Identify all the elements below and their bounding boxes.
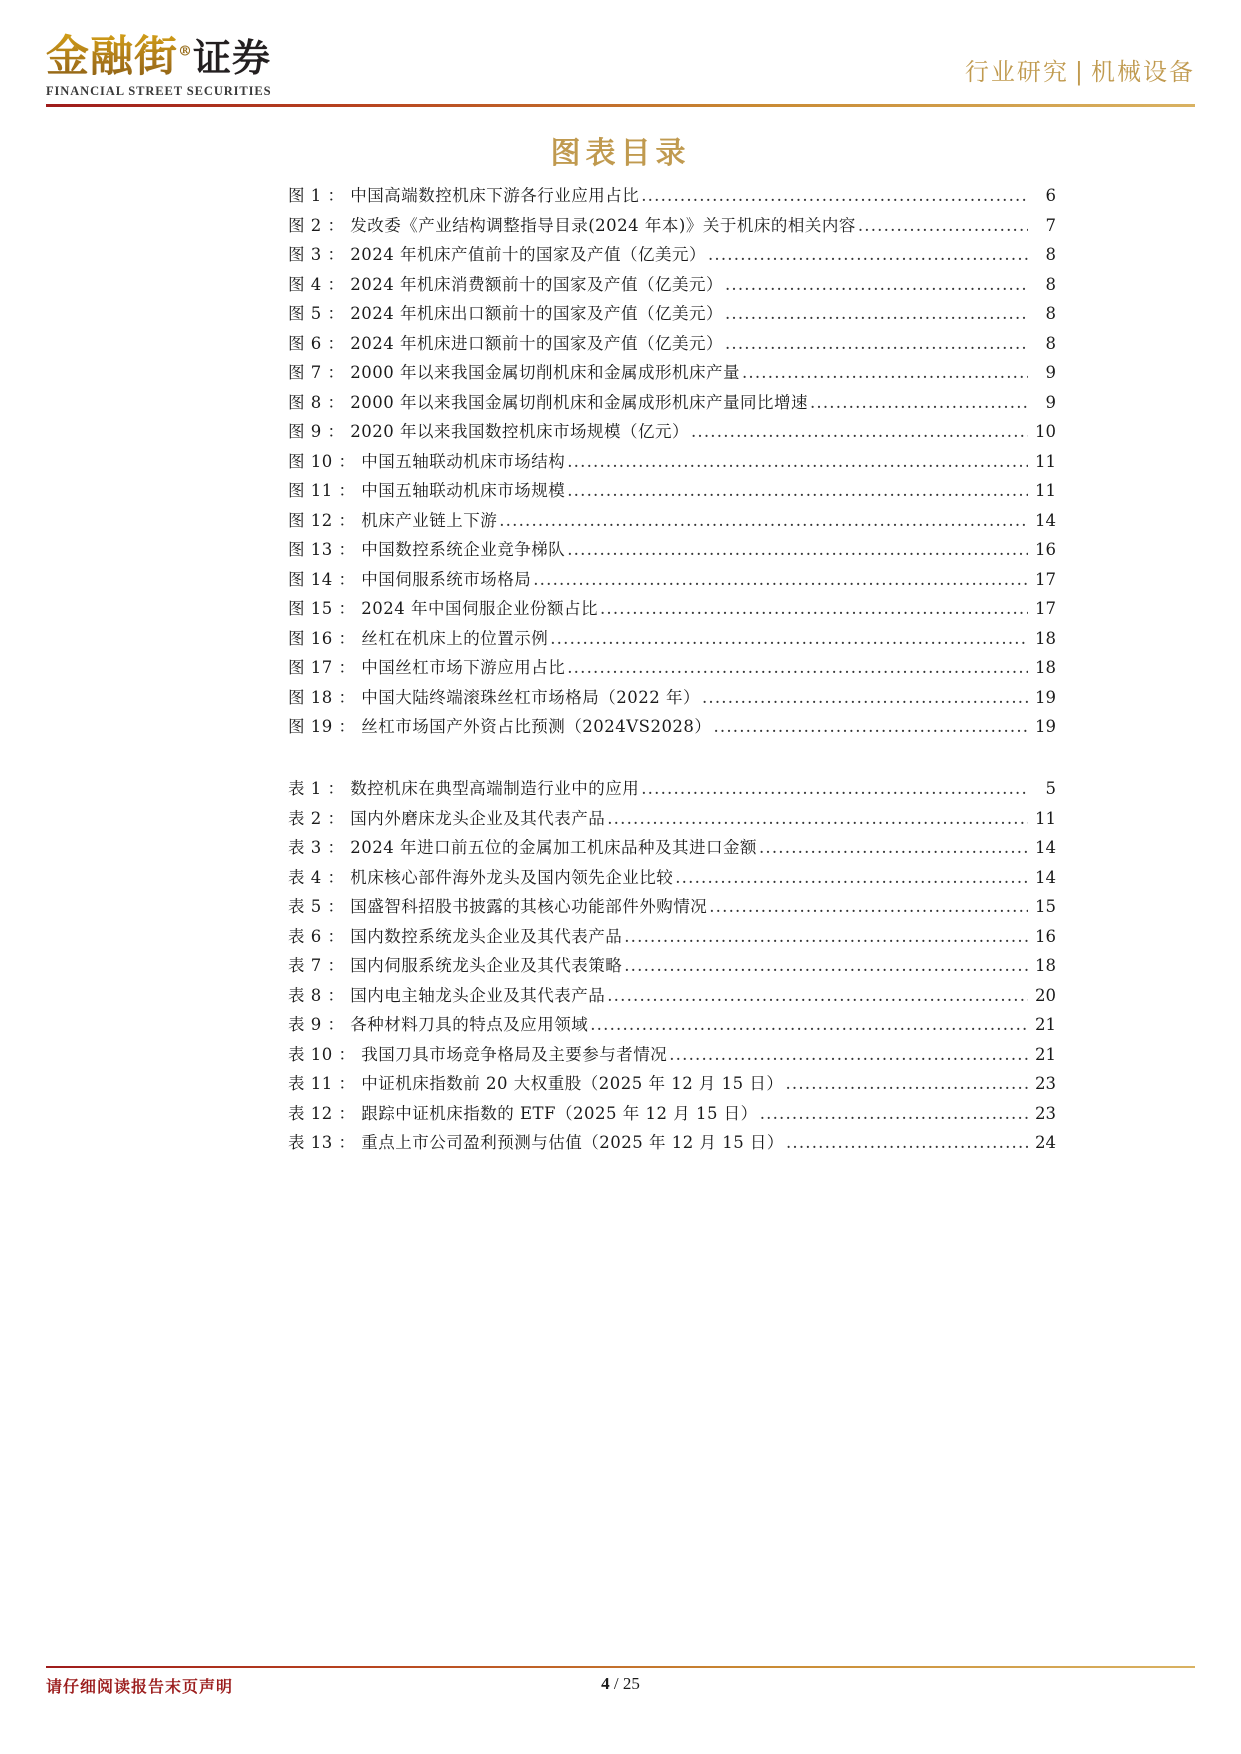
logo-brand-dark: 证券 <box>193 35 272 80</box>
table-entry-page-number: 15 <box>1035 897 1056 916</box>
figure-entry-page-number: 17 <box>1035 569 1056 589</box>
toc-leader-dots <box>785 1074 1028 1091</box>
figure-entry[interactable] <box>288 271 1056 301</box>
footer-disclaimer: 请仔细阅读报告末页声明 <box>46 1677 234 1696</box>
page-header <box>0 0 1241 112</box>
figure-entry[interactable] <box>288 625 1056 655</box>
toc-leader-dots <box>641 186 1028 203</box>
toc-leader-dots <box>567 658 1028 675</box>
toc-leader-dots <box>600 599 1028 616</box>
figure-entry-page-number: 11 <box>1035 451 1056 471</box>
breadcrumb-separator: | <box>1074 58 1085 86</box>
table-entry-label: 表 10 ： 我国刀具市场竞争格局及主要参与者情况 <box>288 1044 668 1064</box>
table-entry[interactable] <box>288 982 1056 1012</box>
figure-entry-label: 图 4 ： 2024 年机床消费额前十的国家及产值（亿美元） <box>288 274 723 294</box>
figure-entry-label: 图 11 ： 中国五轴联动机床市场规模 <box>288 481 566 500</box>
figure-entry-page-number: 16 <box>1035 540 1056 559</box>
table-entry[interactable] <box>288 1129 1056 1159</box>
table-entry[interactable] <box>288 1011 1056 1041</box>
figure-entry-page-number: 8 <box>1045 333 1056 353</box>
figure-entry-label: 图 18 ： 中国大陆终端滚珠丝杠市场格局（2022 年） <box>288 687 700 707</box>
figure-entry-page-number: 18 <box>1035 658 1056 677</box>
toc-leader-dots <box>499 511 1028 528</box>
toc-leader-dots <box>607 986 1028 1003</box>
figure-entry-page-number: 14 <box>1035 510 1056 530</box>
table-entry-page-number: 11 <box>1035 808 1056 828</box>
table-entry[interactable] <box>288 864 1056 894</box>
figure-entry-label: 图 8 ： 2000 年以来我国金属切削机床和金属成形机床产量同比增速 <box>288 392 808 412</box>
figure-entry-page-number: 11 <box>1035 481 1056 500</box>
table-entry-label: 表 8 ： 国内电主轴龙头企业及其代表产品 <box>288 985 606 1005</box>
figure-entry-label: 图 7 ： 2000 年以来我国金属切削机床和金属成形机床产量 <box>288 363 740 382</box>
registered-trademark-icon: ® <box>178 43 193 60</box>
toc-leader-dots <box>810 393 1028 410</box>
logo-english-text: FINANCIAL STREET SECURITIES <box>46 84 272 98</box>
table-entry-label: 表 11 ： 中证机床指数前 20 大权重股（2025 年 12 月 15 日） <box>288 1074 784 1093</box>
figure-entry[interactable] <box>288 595 1056 625</box>
table-entry[interactable] <box>288 805 1056 835</box>
table-entry[interactable] <box>288 834 1056 864</box>
table-entry-label: 表 4 ： 机床核心部件海外龙头及国内领先企业比较 <box>288 867 674 887</box>
table-entry-page-number: 23 <box>1035 1103 1056 1123</box>
table-entry-label: 表 6 ： 国内数控系统龙头企业及其代表产品 <box>288 926 623 946</box>
table-entry[interactable] <box>288 1100 1056 1130</box>
figure-entry[interactable] <box>288 713 1056 743</box>
toc-leader-dots <box>691 422 1028 439</box>
toc-leader-dots <box>760 1104 1028 1121</box>
toc-leader-dots <box>567 540 1028 557</box>
figure-entry-label: 图 16 ： 丝杠在机床上的位置示例 <box>288 628 549 648</box>
figure-entry[interactable] <box>288 300 1056 330</box>
page-number <box>46 1674 1195 1694</box>
toc-leader-dots <box>709 897 1028 914</box>
toc-leader-dots <box>702 688 1028 705</box>
page-footer <box>46 1674 1195 1704</box>
table-entry-label: 表 12 ： 跟踪中证机床指数的 ETF（2025 年 12 月 15 日） <box>288 1103 758 1123</box>
logo-chinese-text <box>46 32 346 82</box>
toc-leader-dots <box>590 1015 1028 1032</box>
table-entry-page-number: 20 <box>1035 985 1056 1005</box>
table-entry[interactable] <box>288 1070 1056 1100</box>
table-entry-page-number: 14 <box>1035 838 1056 857</box>
figure-entry[interactable] <box>288 684 1056 714</box>
table-entry[interactable] <box>288 893 1056 923</box>
figure-entry-page-number: 19 <box>1035 687 1056 707</box>
figure-entry[interactable] <box>288 448 1056 478</box>
table-entry[interactable] <box>288 923 1056 953</box>
page-number-total: 25 <box>622 1674 640 1693</box>
figure-entry-page-number: 17 <box>1035 599 1056 618</box>
figure-entry-label: 图 9 ： 2020 年以来我国数控机床市场规模（亿元） <box>288 422 689 441</box>
breadcrumb-category: 行业研究 <box>964 58 1069 86</box>
company-logo <box>46 32 346 99</box>
figure-entry-page-number: 8 <box>1045 245 1056 264</box>
toc-leader-dots <box>607 809 1028 826</box>
figure-entry-label: 图 6 ： 2024 年机床进口额前十的国家及产值（亿美元） <box>288 333 723 353</box>
table-entry-page-number: 23 <box>1035 1074 1056 1093</box>
page-number-current: 4 <box>601 1674 610 1693</box>
table-entry-label: 表 7 ： 国内伺服系统龙头企业及其代表策略 <box>288 956 623 975</box>
header-breadcrumb <box>965 52 1195 87</box>
table-entry-page-number: 21 <box>1035 1044 1056 1064</box>
table-entry-page-number: 18 <box>1035 956 1056 975</box>
logo-brand-gold: 金融街 <box>46 32 178 82</box>
table-entry[interactable] <box>288 952 1056 982</box>
figure-entry-page-number: 8 <box>1045 274 1056 294</box>
toc-leader-dots <box>624 927 1028 944</box>
toc-leader-dots <box>713 717 1028 734</box>
table-entry-label: 表 13 ： 重点上市公司盈利预测与估值（2025 年 12 月 15 日） <box>288 1133 784 1152</box>
figure-entry[interactable] <box>288 654 1056 684</box>
table-entry[interactable] <box>288 1041 1056 1071</box>
figure-entry-page-number: 9 <box>1045 363 1056 382</box>
figure-entry[interactable] <box>288 330 1056 360</box>
table-entry-page-number: 5 <box>1045 779 1056 798</box>
toc-leader-dots <box>725 334 1028 351</box>
toc-leader-dots <box>550 629 1028 646</box>
figure-entry-page-number: 18 <box>1035 628 1056 648</box>
toc-leader-dots <box>669 1045 1028 1062</box>
figure-entry-page-number: 7 <box>1045 215 1056 235</box>
figure-entry-label: 图 19 ： 丝杠市场国产外资占比预测（2024VS2028） <box>288 717 712 736</box>
toc-leader-dots <box>675 868 1028 885</box>
figure-entry[interactable] <box>288 241 1056 271</box>
toc-leader-dots <box>786 1133 1028 1150</box>
table-entry-page-number: 16 <box>1035 926 1056 946</box>
figure-entry-label: 图 17 ： 中国丝杠市场下游应用占比 <box>288 658 566 677</box>
figure-entry-label: 图 10 ： 中国五轴联动机床市场结构 <box>288 451 566 471</box>
figure-entry-label: 图 12 ： 机床产业链上下游 <box>288 510 498 530</box>
breadcrumb-sector: 机械设备 <box>1091 58 1195 86</box>
figure-entry[interactable] <box>288 182 1056 212</box>
table-entry-label: 表 2 ： 国内外磨床龙头企业及其代表产品 <box>288 808 606 828</box>
toc-leader-dots <box>742 363 1028 380</box>
table-entry-label: 表 9 ： 各种材料刀具的特点及应用领域 <box>288 1015 589 1034</box>
toc-leader-dots <box>533 570 1028 587</box>
figure-entry[interactable] <box>288 507 1056 537</box>
toc-leader-dots <box>624 956 1028 973</box>
figure-entry[interactable] <box>288 359 1056 389</box>
figure-entry-label: 图 2 ： 发改委《产业结构调整指导目录(2024 年本)》关于机床的相关内容 <box>288 215 856 235</box>
figure-entry-label: 图 15 ： 2024 年中国伺服企业份额占比 <box>288 599 598 618</box>
figure-entry-label: 图 1 ： 中国高端数控机床下游各行业应用占比 <box>288 186 640 205</box>
table-entry-page-number: 14 <box>1035 867 1056 887</box>
figure-entry-page-number: 8 <box>1045 304 1056 323</box>
table-entry-page-number: 24 <box>1035 1133 1056 1152</box>
figure-entry[interactable] <box>288 212 1056 242</box>
toc-leader-dots <box>725 275 1028 292</box>
figure-entry-page-number: 9 <box>1045 392 1056 412</box>
toc-leader-dots <box>725 304 1028 321</box>
figure-entry-page-number: 19 <box>1035 717 1056 736</box>
figure-entry-page-number: 10 <box>1035 422 1056 441</box>
page-number-separator: / <box>609 1674 623 1693</box>
figure-entry-label: 图 13 ： 中国数控系统企业竞争梯队 <box>288 540 566 559</box>
figure-entry-page-number: 6 <box>1045 186 1056 205</box>
table-entry-label: 表 1 ： 数控机床在典型高端制造行业中的应用 <box>288 779 640 798</box>
figure-toc-list <box>288 182 1056 743</box>
table-toc-list <box>288 775 1056 1159</box>
table-entry-label: 表 5 ： 国盛智科招股书披露的其核心功能部件外购情况 <box>288 897 708 916</box>
figure-entry[interactable] <box>288 389 1056 419</box>
figure-entry-label: 图 3 ： 2024 年机床产值前十的国家及产值（亿美元） <box>288 245 706 264</box>
table-entry-page-number: 21 <box>1035 1015 1056 1034</box>
table-entry-label: 表 3 ： 2024 年进口前五位的金属加工机床品种及其进口金额 <box>288 838 757 857</box>
page-title: 图表目录 <box>550 136 691 171</box>
toc-leader-dots <box>759 838 1028 855</box>
footer-divider <box>46 1666 1195 1668</box>
figure-entry[interactable] <box>288 566 1056 596</box>
figure-entry[interactable] <box>288 536 1056 566</box>
toc-leader-dots <box>567 481 1028 498</box>
toc-leader-dots <box>708 245 1028 262</box>
figure-entry[interactable] <box>288 477 1056 507</box>
toc-leader-dots <box>858 216 1028 233</box>
figure-entry-label: 图 5 ： 2024 年机床出口额前十的国家及产值（亿美元） <box>288 304 723 323</box>
header-divider <box>46 104 1195 107</box>
figure-entry[interactable] <box>288 418 1056 448</box>
toc-leader-dots <box>641 779 1028 796</box>
toc-leader-dots <box>567 452 1028 469</box>
table-entry[interactable] <box>288 775 1056 805</box>
figure-entry-label: 图 14 ： 中国伺服系统市场格局 <box>288 569 532 589</box>
